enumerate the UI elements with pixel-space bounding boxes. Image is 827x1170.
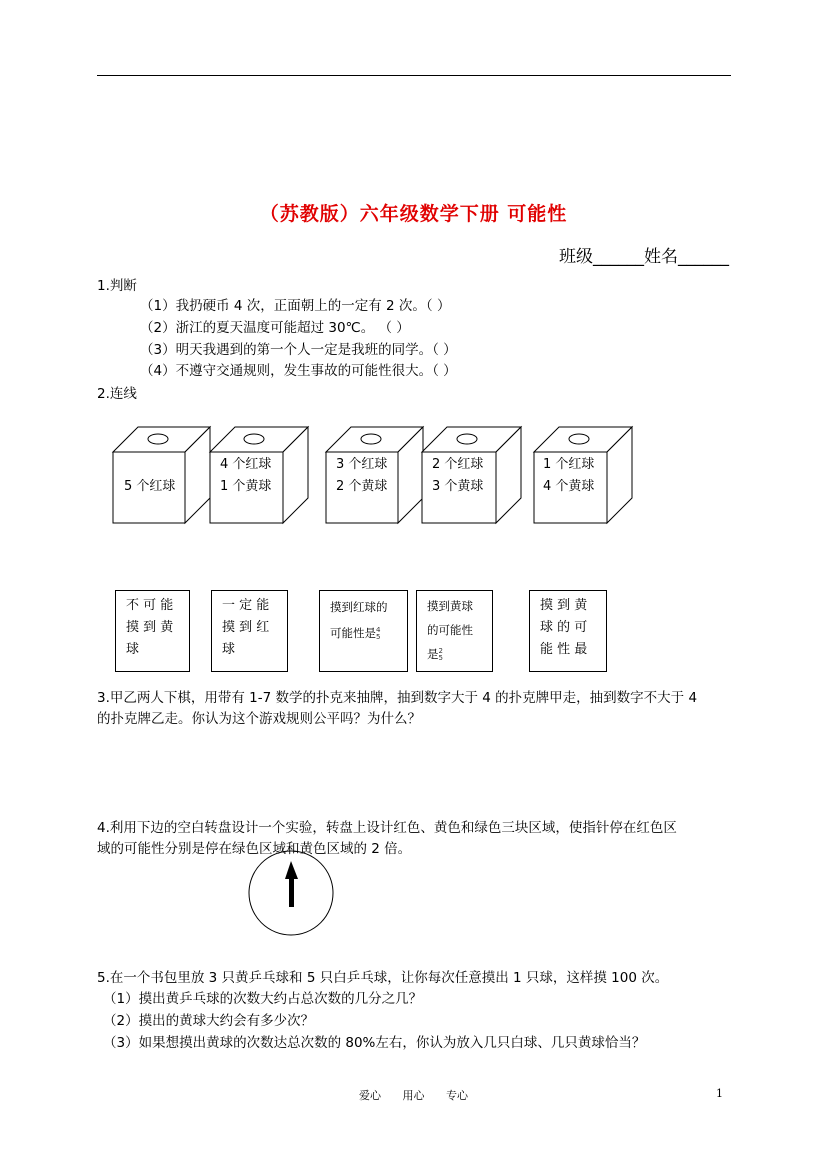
- possibility-card-3: [319, 590, 408, 672]
- q4-line2: 域的可能性分别是停在绿色区域和黄色区域的 2 倍。: [97, 841, 412, 857]
- spinner-pointer-shaft: [289, 878, 294, 907]
- ball-box-1: [113, 427, 210, 523]
- q5-item: （1）摸出黄乒乓球的次数大约占总次数的几分之几？: [103, 991, 423, 1007]
- card-line: 球: [222, 642, 236, 657]
- q3-line1: 3.甲乙两人下棋，用带有 1-7 数学的扑克来抽牌，抽到数字大于 4 的扑克牌甲走，抽到数字不大于 4: [97, 690, 698, 706]
- q1-item: （1）我扔硬币 4 次，正面朝上的一定有 2 次。（ ）: [140, 298, 451, 314]
- card-line: 摸 到 红: [222, 620, 270, 635]
- card-line: 的可能性: [427, 623, 473, 637]
- card-line: 不 可 能: [126, 598, 174, 613]
- possibility-card-5: [529, 590, 607, 672]
- box-4-line1: 2 个红球: [432, 457, 484, 472]
- card-line: 能 性 最: [540, 642, 588, 657]
- possibility-card-4: [416, 590, 493, 672]
- box-2-line1: 4 个红球: [220, 457, 272, 472]
- q1-item: （4）不遵守交通规则，发生事故的可能性很大。（ ）: [140, 363, 457, 379]
- possibility-card-2: [211, 590, 288, 672]
- card-line: 摸 到 黄: [540, 598, 588, 613]
- q1-heading: 1.判断: [97, 278, 137, 294]
- q5-item: （3）如果想摸出黄球的次数达总次数的 80%左右，你认为放入几只白球、几只黄球恰当？: [103, 1035, 646, 1051]
- card-line: 摸到红球的: [330, 600, 388, 614]
- card-line: 可能性是 4 5: [330, 625, 381, 641]
- page-number: 1: [716, 1087, 723, 1100]
- card-line: 一 定 能: [222, 598, 270, 613]
- class-name-line: 班级______姓名______: [559, 247, 729, 267]
- card-line: 球: [126, 642, 140, 657]
- box-2-line2: 1 个黄球: [220, 479, 272, 494]
- card-line: 球 的 可: [540, 620, 588, 635]
- page-title: （苏教版）六年级数学下册 可能性: [259, 203, 568, 225]
- box-5-line2: 4 个黄球: [543, 479, 595, 494]
- q1-item: （2）浙江的夏天温度可能超过 30℃。 （ ）: [140, 320, 410, 336]
- spinner: [249, 851, 333, 935]
- card-line: 摸 到 黄: [126, 620, 174, 635]
- box-3-line2: 2 个黄球: [336, 479, 388, 494]
- q4-line1: 4.利用下边的空白转盘设计一个实验，转盘上设计红色、黄色和绿色三块区域，使指针停在红色区: [97, 820, 677, 836]
- box-5-line1: 1 个红球: [543, 457, 595, 472]
- card-line: 是 2 5: [427, 646, 443, 662]
- fraction: 2 5: [438, 646, 443, 662]
- box-4-line2: 3 个黄球: [432, 479, 484, 494]
- q5-item: （2）摸出的黄球大约会有多少次？: [103, 1013, 315, 1029]
- q5-line1: 5.在一个书包里放 3 只黄乒乓球和 5 只白乒乓球，让你每次任意摸出 1 只球，这样摸 100 次。: [97, 970, 669, 986]
- card-line: 摸到黄球: [427, 599, 473, 613]
- fraction: 4 5: [376, 625, 381, 641]
- possibility-card-1: [115, 590, 190, 672]
- q2-heading: 2.连线: [97, 386, 137, 402]
- q1-item: （3）明天我遇到的第一个人一定是我班的同学。（ ）: [140, 342, 457, 358]
- box-1-line1: 5 个红球: [124, 479, 176, 494]
- box-3-line1: 3 个红球: [336, 457, 388, 472]
- q3-line2: 的扑克牌乙走。你认为这个游戏规则公平吗？为什么？: [97, 711, 421, 727]
- footer-motto: 爱心 用心 专心: [359, 1089, 468, 1102]
